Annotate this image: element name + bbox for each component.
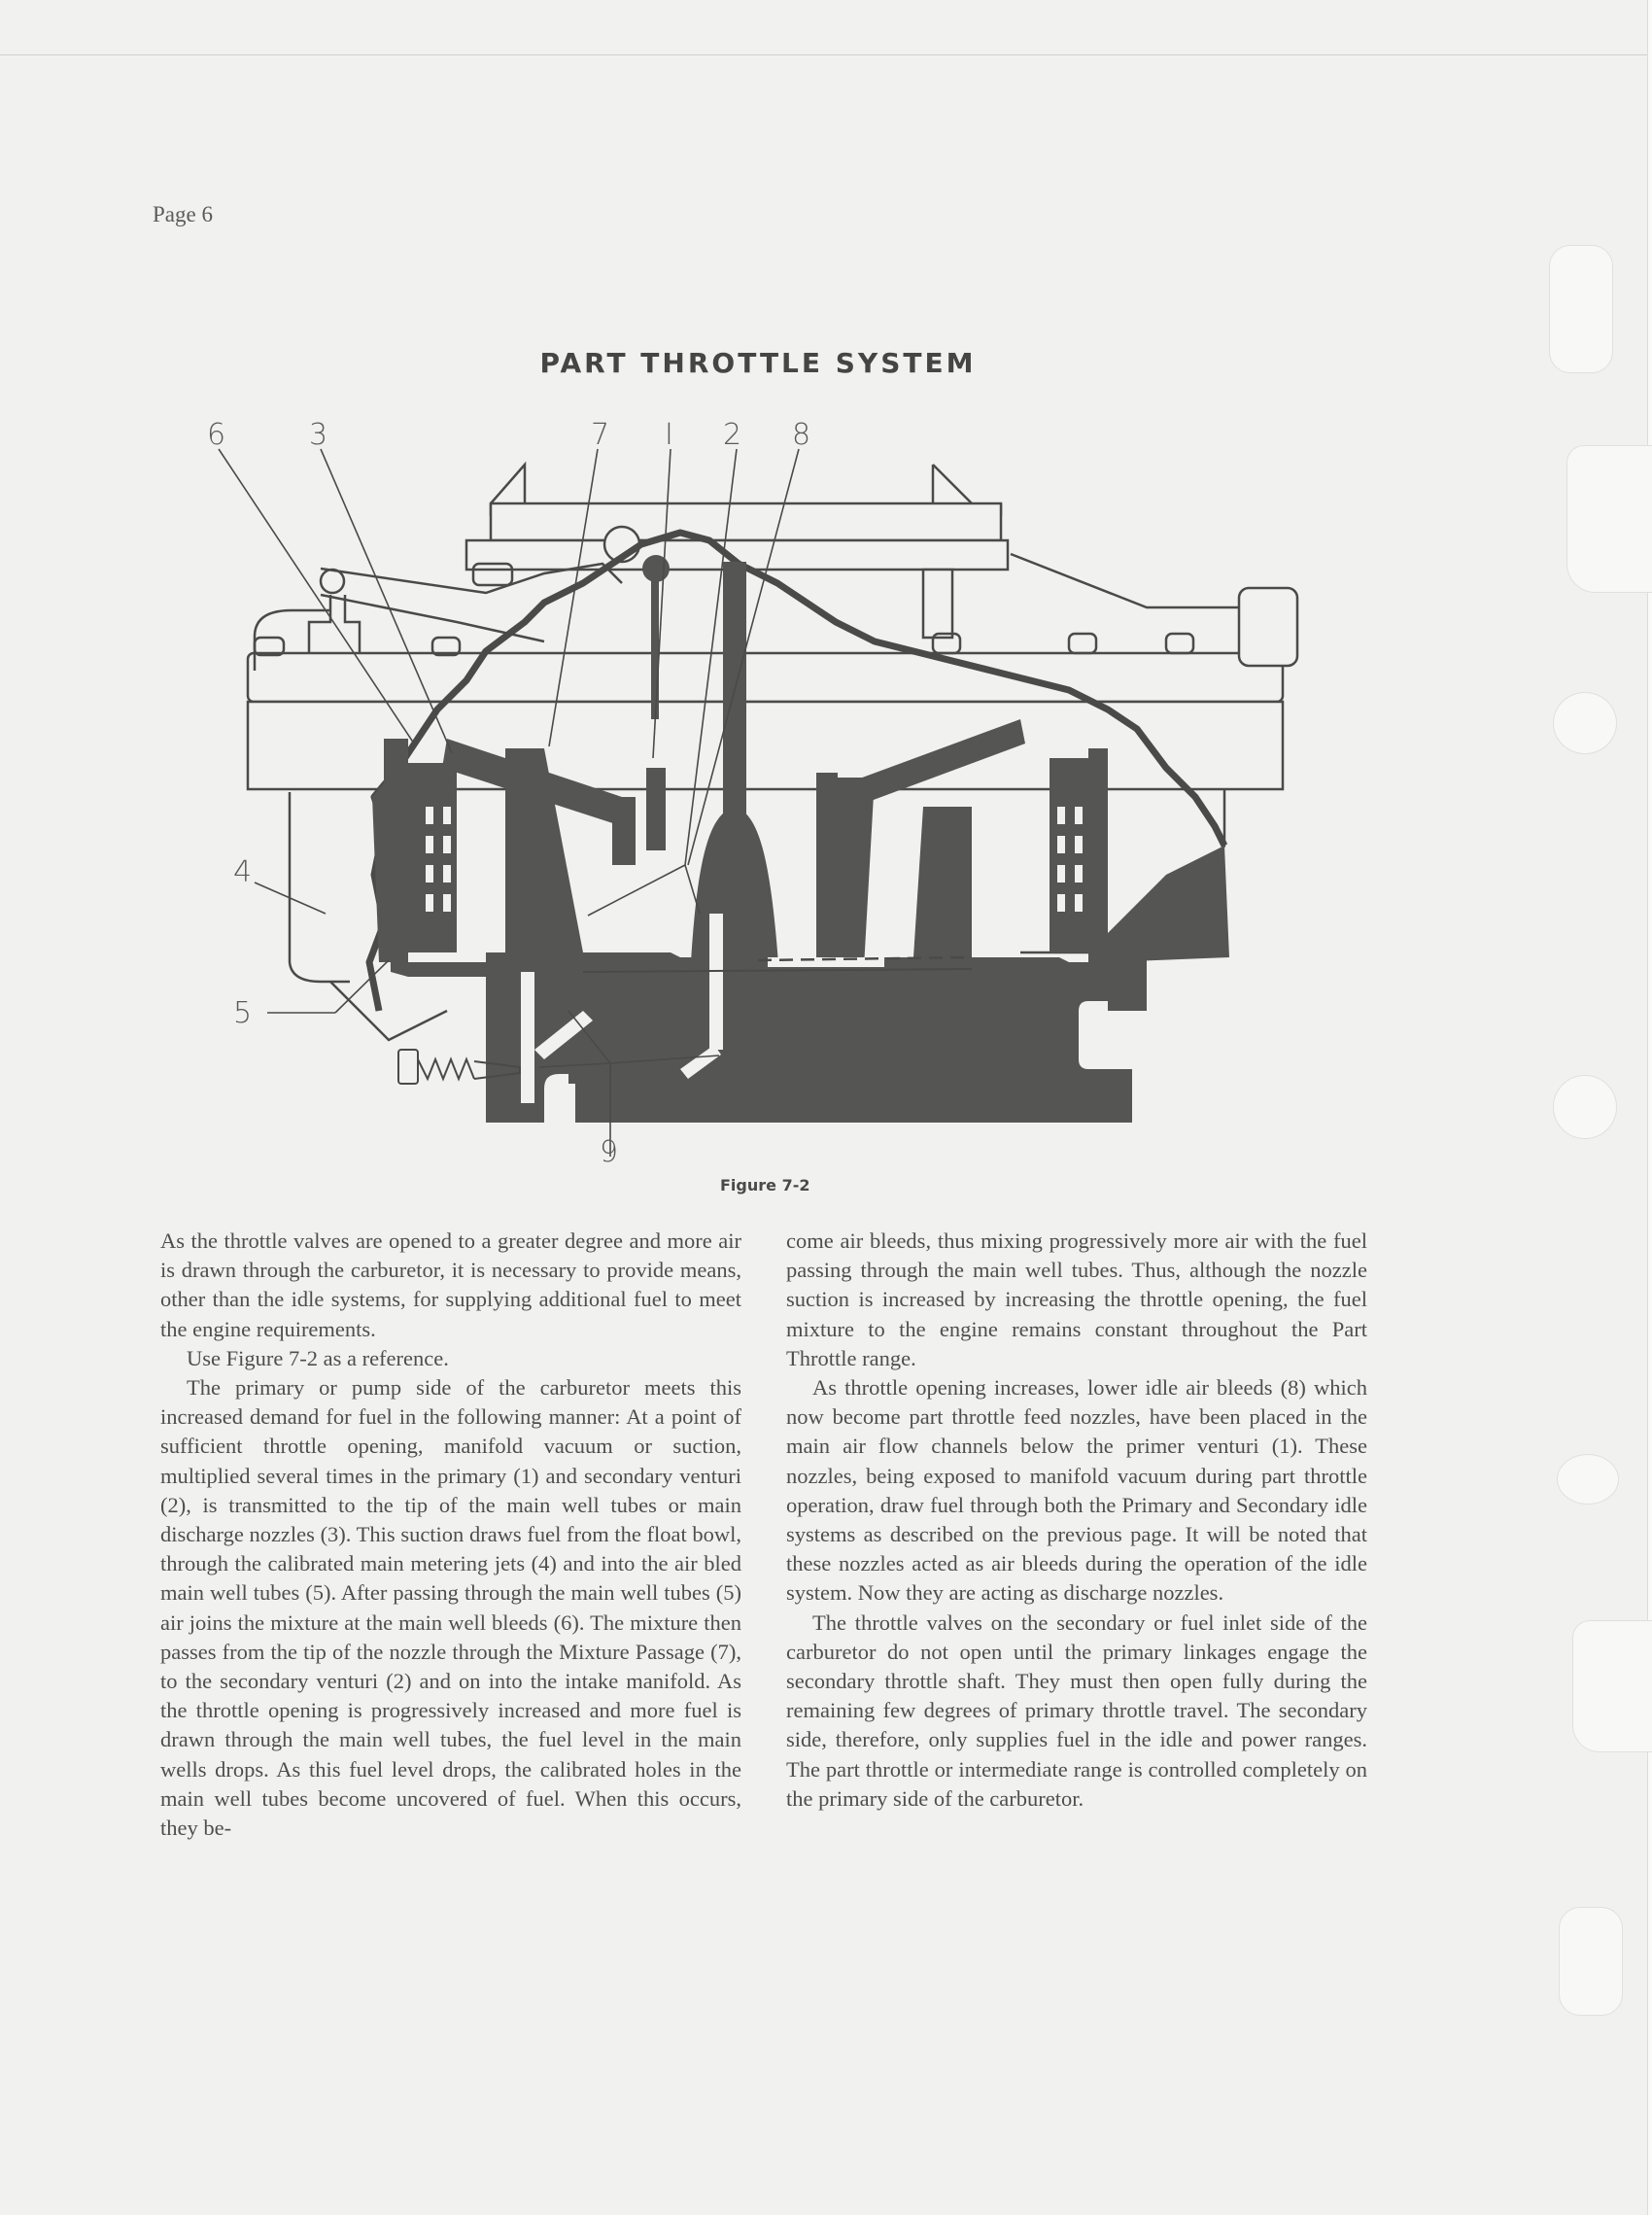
body-right-column [786,1227,1367,1814]
paragraph: come air bleeds, thus mixing progressively more air with the fuel passing through the main well tubes. Thus, although the nozzle suction is increased by increasing the throttle opening, the fuel mixture to the engine remains constant throughout the Part Throttle range. [786,1229,1367,1370]
paragraph: The primary or pump side of the carburetor meets this increased demand for fuel in the following manner: At a point of sufficient throttle opening, manifold vacuum or suction, multiplied several times in the primary (1) and secondary venturi (2), is transmitted to the tip of the main well tubes or main discharge nozzles (3). This suction draws fuel from the float bowl, through the calibrated main metering jets (4) and into the air bled main well tubes (5). After passing through the main well tubes (5) air joins the mixture at the main well bleeds (6). The mixture then passes from the tip of the nozzle through the Mixture Passage (7), to the secondary venturi (2) and on into the intake manifold. As the throttle opening is progressively increased and more fuel is drawn through the main well tubes, the fuel level in the main wells drops. As this fuel level drops, the calibrated holes in the main well tubes become uncovered of fuel. When this occurs, they be- [160,1375,741,1841]
paragraph: As throttle opening increases, lower idle air bleeds (8) which now become part throttle feed nozzles, have been placed in the main air flow channels below the primer venturi (1). These nozzles, being exposed to manifold vacuum during part throttle operation, draw fuel through both the Primary and Secondary idle systems as described on the previous page. It will be noted that these nozzles acted as air bleeds during the operation of the idle system. Now they are acting as discharge nozzles. [786,1375,1367,1606]
callout-5: 5 [233,996,253,1030]
callout-4: 4 [233,855,253,889]
callout-2: 2 [723,418,742,452]
body-left-column [160,1227,741,1843]
binder-hole-5 [1559,1907,1623,2016]
callout-9: 9 [600,1135,619,1169]
binder-hole-4 [1557,1454,1619,1505]
page-title: PART THROTTLE SYSTEM [539,347,977,379]
callout-3: 3 [309,418,328,452]
figure-caption: Figure 7-2 [720,1176,810,1194]
paragraph: Use Figure 7-2 as a reference. [187,1345,449,1370]
paragraph: The throttle valves on the secondary or fuel inlet side of the carburetor do not open until the primary linkages engage the secondary throttle shaft. They must then open fully during the remaining few degrees of primary throttle travel. The secondary side, therefore, only supplies fuel in the idle and power ranges. The part throttle or intermediate range is controlled completely on the primary side of the carburetor. [786,1609,1367,1811]
binder-tab-2 [1572,1620,1652,1752]
page-number: Page 6 [153,202,213,226]
paragraph: As the throttle valves are opened to a greater degree and more air is drawn through the carburetor, it is necessary to provide means, other than the idle systems, for supplying additional fuel to meet the engine requirements. [160,1229,741,1341]
callout-1: I [665,418,673,452]
callout-7: 7 [591,418,610,452]
callout-8: 8 [792,418,811,452]
callout-6: 6 [207,418,226,452]
